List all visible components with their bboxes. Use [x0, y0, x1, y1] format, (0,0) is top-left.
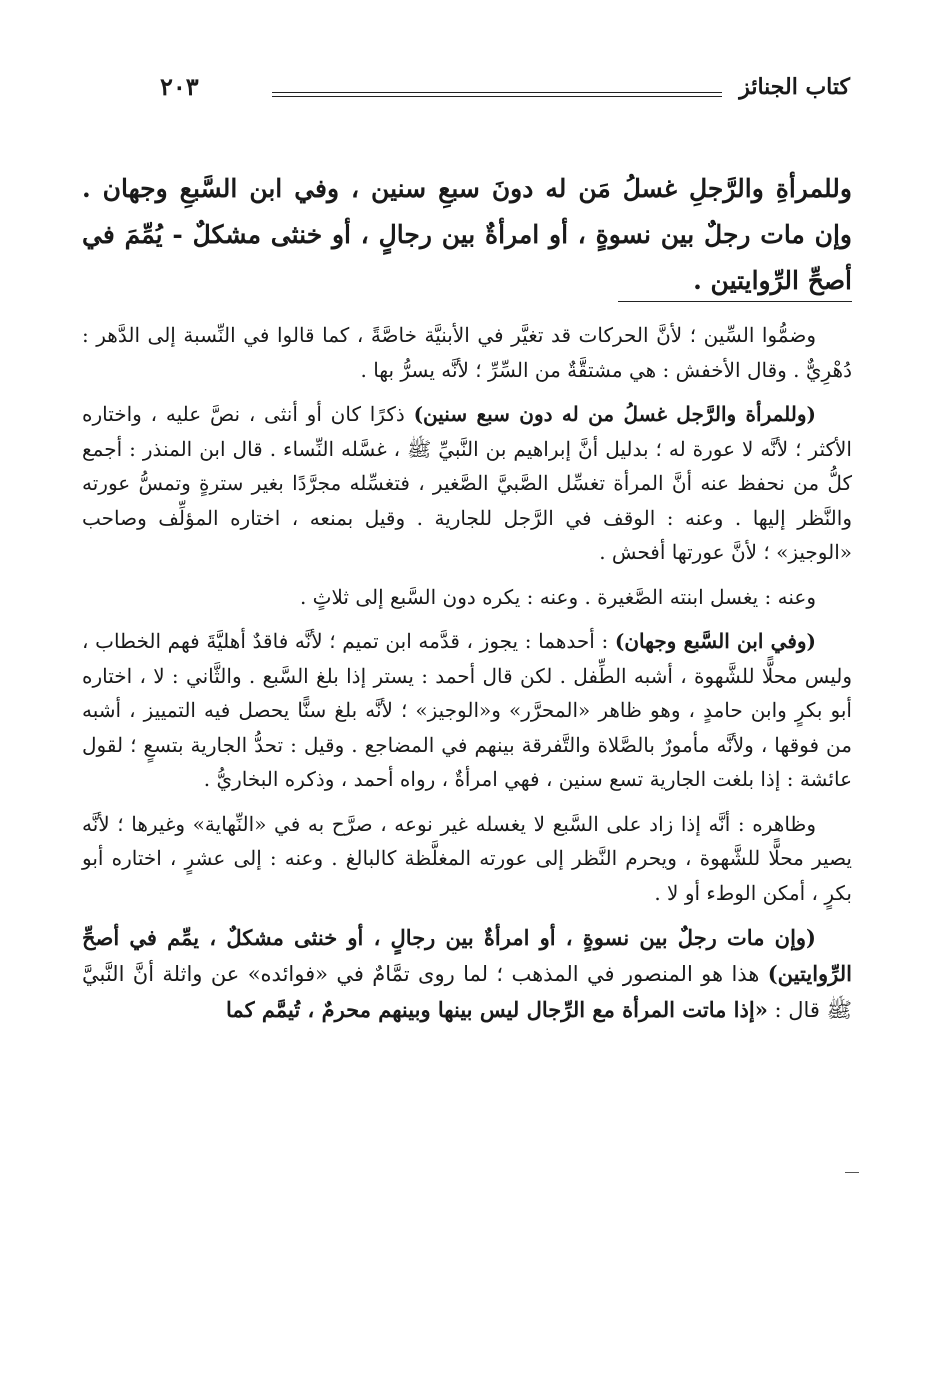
hadith-quote: «إذا ماتت المرأة مع الرِّجال ليس بينها وبينهم محرمٌ ، تُيمَّم كما — [226, 997, 768, 1022]
commentary-text-4: : أحدهما : يجوز ، قدَّمه ابن تميم ؛ لأنَّه فاقدٌ أهليَّةَ فهم الخطاب ، وليس محلًّا للشَّهوة ، أشبه الطِّفل . لكن قال أحمد : يستر إذا بلغ السَّبع . والثَّاني : لا ، اختاره أبو بكرٍ وابن حامدٍ ، وهو ظاهر «المحرَّر» و«الوجيز» ؛ لأنَّه بلغ سنًّا يحصل فيه التمييز ، أشبه من فوقها ، ولأنَّه مأمورٌ بالصَّلاة والتَّفرقة بينهم في المضاجع . وقيل : تحدُّ الجارية بتسعٍ ؛ لقول عائشة : إذا بلغت الجارية تسع سنين ، فهي امرأةٌ ، رواه أحمد ، وذكره البخاريُّ . — [82, 629, 852, 791]
commentary-paragraph-3: وعنه : يغسل ابنته الصَّغيرة . وعنه : يكره دون السَّبع إلى ثلاثٍ . — [299, 584, 816, 609]
quoted-matn-2: (وفي ابن السَّبع وجهان) — [614, 629, 816, 653]
quoted-matn-1: (وللمرأة والرَّجل غسلُ من له دون سبع سنين) — [413, 402, 817, 426]
main-text-content: وللمرأةِ والرَّجلِ غسلُ مَن له دونَ سبعِ سنين ، وفي ابن السَّبعِ وجهان . وإن مات رجلٌ بين نسوةٍ ، أو امرأةٌ بين رجالٍ ، أو خنثى مشكلٌ - يُمِّمَ في أصحِّ الرِّوايتين . — [82, 174, 852, 295]
commentary-text-6: هذا هو المنصور في المذهب ؛ لما روى تمَّامٌ في «فوائده» عن واثلة أنَّ النَّبيَّ ﷺ قال : — [82, 962, 852, 1022]
page-header — [160, 70, 850, 110]
commentary-text-2: ذكرًا كان أو أنثى ، نصَّ عليه ، واختاره الأكثر ؛ لأنَّه لا عورة له ؛ بدليل أنَّ إبراهيم بن النَّبيِّ ﷺ ، غسَّله النِّساء . قال ابن المنذر : أجمع كلُّ من نحفظ عنه أنَّ المرأة تغسِّل الصَّبيَّ الصَّغير ، فتغسِّله مجرَّدًا بغير سترةٍ وتمسُّ عورته والنَّظر إليها . وعنه : الوقف في الرَّجل للجارية . وقيل بمنعه ، اختاره المؤلِّف وصاحب «الوجيز» ؛ لأنَّ عورتها أفحش . — [82, 402, 852, 564]
footnote-divider — [618, 301, 852, 302]
commentary — [82, 318, 852, 1038]
header-double-rule — [272, 92, 722, 97]
commentary-paragraph-1: وضمُّوا السِّين ؛ لأنَّ الحركات قد تغيَّر في الأبنيَّة خاصَّةً ، كما قالوا في النِّسبة إلى الدَّهر : دُهْرِيٌّ . وقال الأخفش : هي مشتقَّةٌ من السِّرِّ ؛ لأنَّه يسرُّ بها . — [82, 323, 852, 382]
quoted-matn-3: (وإن مات رجلٌ بين نسوةٍ ، أو امرأةٌ بين رجالٍ ، أو خنثى مشكلٌ ، يمِّم في أصحِّ الرِّوايتين) — [82, 925, 852, 986]
commentary-paragraph-5: وظاهره : أنَّه إذا زاد على السَّبع لا يغسله غير نوعه ، صرَّح به في «النِّهاية» وغيرها ؛ لأنَّه يصير محلًّا للشَّهوة ، ويحرم النَّظر إلى عورته المغلَّظة كالبالغ . وعنه : إلى عشرٍ ، اختاره أبو بكرٍ ، أمكن الوطء أو لا . — [82, 811, 852, 905]
commentary-paragraph-2 — [82, 397, 852, 570]
chapter-title: كتاب الجنائز — [739, 74, 850, 100]
page-number: ٢٠٣ — [160, 72, 199, 101]
commentary-paragraph-4 — [82, 624, 852, 797]
margin-mark — [845, 1172, 859, 1173]
commentary-paragraph-6 — [82, 920, 852, 1028]
main-text — [82, 166, 852, 304]
